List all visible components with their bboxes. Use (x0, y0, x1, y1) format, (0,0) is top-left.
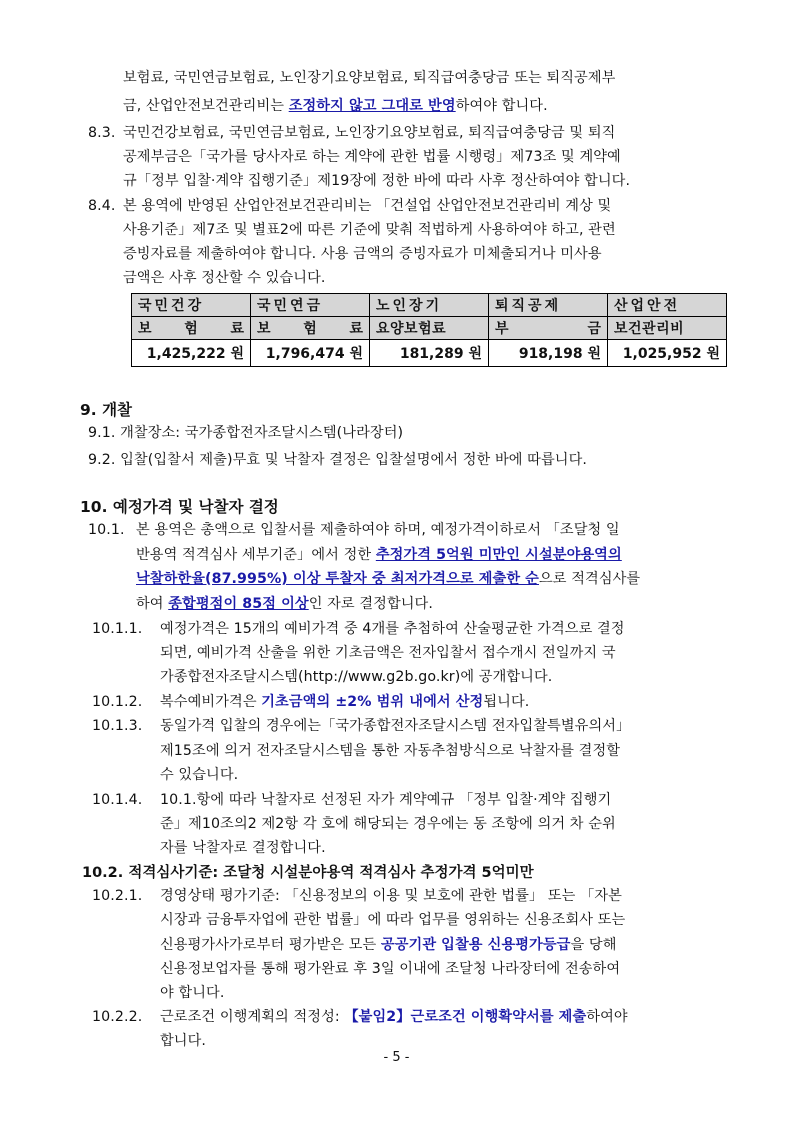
s10-1-4-line3: 자를 낙찰자로 결정합니다. (160, 840, 326, 856)
value-cell: 1,425,222 원 (132, 340, 251, 367)
s10-1-1-number: 10.1.1. (92, 621, 143, 637)
highlight-score: 종합평점이 85점 이상 (168, 596, 309, 612)
s10-1-1-line2: 되면, 예비가격 산출을 위한 기초금액은 전자입찰서 접수개시 전일까지 국 (160, 645, 616, 661)
s10-1-line1: 본 용역은 총액으로 입찰서를 제출하여야 하며, 예정가격이하로서 「조달청 일 (136, 522, 620, 538)
s10-1-2-number: 10.1.2. (92, 694, 143, 710)
s10-1-4-number: 10.1.4. (92, 792, 143, 808)
table-header-row-2 (132, 317, 727, 340)
s8-3-number: 8.3. (88, 125, 116, 141)
s10-2-2-line1: 근로조건 이행계획의 적정성: 【붙임2】근로조건 이행확약서를 제출하여야 (160, 1009, 628, 1025)
section-10-2-title: 10.2. 적격심사기준: 조달청 시설분야용역 적격심사 추정가격 5억미만 (82, 865, 534, 881)
s10-2-2-line2: 합니다. (160, 1033, 207, 1049)
highlight-credit-grade: 공공기관 입찰용 신용평가등급 (380, 937, 571, 953)
s10-1-1-line3: 가종합전자조달시스템(http://www.g2b.go.kr)에 공개합니다. (160, 669, 553, 685)
highlight-no-adjust: 조정하지 않고 그대로 반영 (288, 98, 456, 114)
header-cell: 국민건강 (132, 294, 251, 317)
highlight-range: 기초금액의 ±2% 범위 내에서 산정 (261, 694, 484, 710)
s10-1-1-line1: 예정가격은 15개의 예비가격 중 4개를 추첨하여 산술평균한 가격으로 결정 (160, 621, 625, 637)
value-cell: 1,796,474 원 (251, 340, 370, 367)
s10-1-line3: 낙찰하한율(87.995%) 이상 투찰자 중 최저가격으로 제출한 순으로 적격심사를 (136, 571, 641, 587)
s8-cont-line2: 금, 산업안전보건관리비는 조정하지 않고 그대로 반영하여야 합니다. (123, 98, 548, 114)
section-10-title: 10. 예정가격 및 낙찰자 결정 (80, 498, 279, 516)
s10-1-line2: 반용역 적격심사 세부기준」에서 정한 추정가격 5억원 미만인 시설분야용역의 (136, 547, 622, 563)
insurance-table (131, 293, 727, 367)
s8-3-line2: 공제부금은「국가를 당사자로 하는 계약에 관한 법률 시행령」제73조 및 계약예 (123, 149, 621, 165)
highlight-bid-rate: 낙찰하한율(87.995%) 이상 투찰자 중 최저가격으로 제출한 순 (136, 571, 539, 587)
header-cell: 요양보험료 (370, 317, 489, 340)
header-cell: 노인장기 (370, 294, 489, 317)
highlight-attachment: 【붙임2】근로조건 이행확약서를 제출 (344, 1009, 587, 1025)
s8-3-line3: 규「정부 입찰·계약 집행기준」제19장에 정한 바에 따라 사후 정산하여야 합니다. (123, 173, 631, 189)
s9-2: 9.2. 입찰(입찰서 제출)무효 및 낙찰자 결정은 입찰설명에서 정한 바에 따릅니다. (88, 452, 587, 468)
s10-1-4-line2: 준」제10조의2 제2항 각 호에 해당되는 경우에는 동 조항에 의거 차 순위 (160, 816, 616, 832)
s10-2-1-number: 10.2.1. (92, 888, 143, 904)
s10-2-1-line3: 신용평가사가로부터 평가받은 모든 공공기관 입찰용 신용평가등급을 당해 (160, 937, 617, 953)
page-number: - 5 - (383, 1050, 410, 1065)
s10-1-number: 10.1. (88, 522, 125, 538)
s8-4-line2: 사용기준」제7조 및 별표2에 따른 기준에 맞춰 적법하게 사용하여야 하고, 관련 (123, 222, 616, 238)
s10-2-1-line2: 시장과 금융투자업에 관한 법률」에 따라 업무를 영위하는 신용조회사 또는 (160, 912, 626, 928)
s10-1-3-number: 10.1.3. (92, 718, 143, 734)
section-9-title: 9. 개찰 (80, 401, 133, 419)
s10-2-2-number: 10.2.2. (92, 1009, 143, 1025)
s10-1-line4: 하여 종합평점이 85점 이상인 자로 결정합니다. (136, 596, 433, 612)
value-cell: 1,025,952 원 (608, 340, 727, 367)
header-cell: 부 금 (489, 317, 608, 340)
header-cell: 퇴직공제 (489, 294, 608, 317)
s10-2-1-line4: 신용정보업자를 통해 평가완료 후 3일 이내에 조달청 나라장터에 전송하여 (160, 961, 621, 977)
s8-4-line4: 금액은 사후 정산할 수 있습니다. (123, 270, 326, 286)
value-cell: 181,289 원 (370, 340, 489, 367)
s10-2-1-line1: 경영상태 평가기준: 「신용정보의 이용 및 보호에 관한 법률」 또는 「자본 (160, 888, 622, 904)
header-cell: 보 험 료 (132, 317, 251, 340)
s8-cont-line1: 보험료, 국민연금보험료, 노인장기요양보험료, 퇴직급여충당금 또는 퇴직공제부 (123, 70, 616, 86)
s10-1-3-line3: 수 있습니다. (160, 767, 239, 783)
s10-1-2-line: 복수예비가격은 기초금액의 ±2% 범위 내에서 산정됩니다. (160, 694, 530, 710)
s8-4-line3: 증빙자료를 제출하여야 합니다. 사용 금액의 증빙자료가 미체출되거나 미사용 (123, 246, 602, 262)
s10-1-4-line1: 10.1.항에 따라 낙찰자로 선정된 자가 계약예규 「정부 입찰·계약 집행기 (160, 792, 612, 808)
s8-4-line1: 본 용역에 반영된 산업안전보건관리비는 「건설업 산업안전보건관리비 계상 및 (123, 198, 612, 214)
s10-2-1-line5: 야 합니다. (160, 985, 225, 1001)
header-cell: 산업안전 (608, 294, 727, 317)
header-cell: 보건관리비 (608, 317, 727, 340)
header-cell: 국민연금 (251, 294, 370, 317)
value-cell: 918,198 원 (489, 340, 608, 367)
table-value-row (132, 340, 727, 367)
s9-1: 9.1. 개찰장소: 국가종합전자조달시스템(나라장터) (88, 425, 404, 441)
s10-1-3-line2: 제15조에 의거 전자조달시스템을 통한 자동추첨방식으로 낙찰자를 결정할 (160, 743, 621, 759)
s10-1-3-line1: 동일가격 입찰의 경우에는「국가종합전자조달시스템 전자입찰특별유의서」 (160, 718, 631, 734)
s8-4-number: 8.4. (88, 198, 116, 214)
highlight-estimated-price: 추정가격 5억원 미만인 시설분야용역의 (375, 547, 622, 563)
s8-3-line1: 국민건강보험료, 국민연금보험료, 노인장기요양보험료, 퇴직급여충당금 및 퇴직 (123, 125, 616, 141)
header-cell: 보 험 료 (251, 317, 370, 340)
table-header-row-1 (132, 294, 727, 317)
